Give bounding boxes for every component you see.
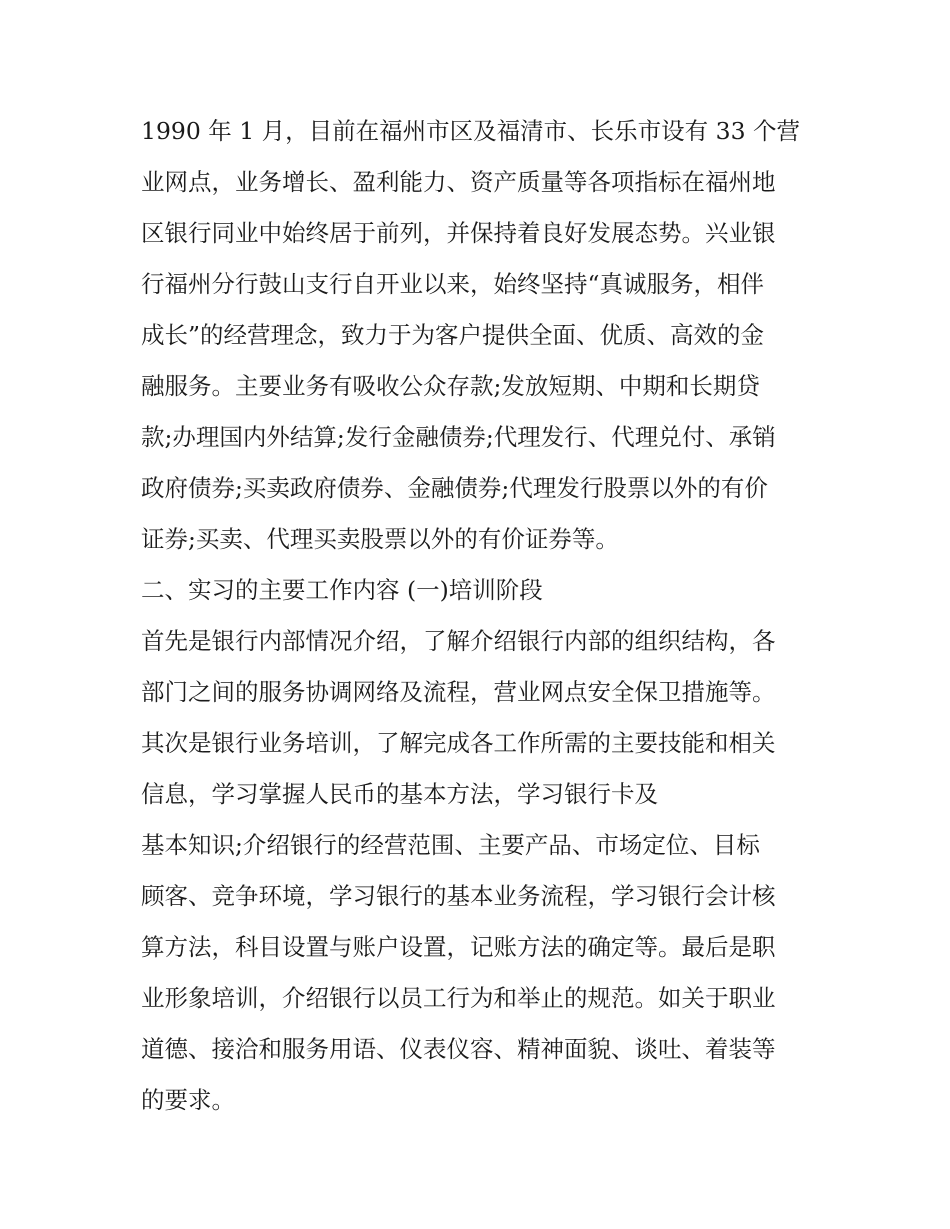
text-line: 成长”的经营理念，致力于为客户提供全面、优质、高效的金 bbox=[141, 321, 765, 349]
text-line: 行福州分行鼓山支行自开业以来，始终坚持“真诚服务，相伴 bbox=[141, 270, 765, 298]
text-line: 首先是银行内部情况介绍，了解介绍银行内部的组织结构，各 bbox=[141, 627, 776, 655]
text-line: 部门之间的服务协调网络及流程，营业网点安全保卫措施等。 bbox=[141, 678, 776, 706]
text-line: 业形象培训，介绍银行以员工行为和举止的规范。如关于职业 bbox=[141, 984, 776, 1012]
text-line: 融服务。主要业务有吸收公众存款;发放短期、中期和长期贷 bbox=[141, 372, 760, 400]
text-line: 业网点，业务增长、盈利能力、资产质量等各项指标在福州地 bbox=[141, 168, 776, 196]
text-line: 道德、接洽和服务用语、仪表仪容、精神面貌、谈吐、着装等 bbox=[141, 1035, 776, 1063]
text-line: 款;办理国内外结算;发行金融债券;代理发行、代理兑付、承销 bbox=[141, 423, 776, 451]
section-heading: 二、实习的主要工作内容 (一)培训阶段 bbox=[141, 576, 543, 604]
text-line: 基本知识;介绍银行的经营范围、主要产品、市场定位、目标 bbox=[141, 831, 760, 859]
text-line: 算方法，科目设置与账户设置，记账方法的确定等。最后是职 bbox=[141, 933, 776, 961]
text-line: 1990 年 1 月，目前在福州市区及福清市、长乐市设有 33 个营 bbox=[141, 117, 801, 145]
text-line: 其次是银行业务培训，了解完成各工作所需的主要技能和相关 bbox=[141, 729, 776, 757]
text-line: 顾客、竞争环境，学习银行的基本业务流程，学习银行会计核 bbox=[141, 882, 776, 910]
text-line: 信息，学习掌握人民币的基本方法，学习银行卡及 bbox=[141, 780, 658, 808]
text-line: 政府债券;买卖政府债券、金融债券;代理发行股票以外的有价 bbox=[141, 474, 768, 502]
text-line: 的要求。 bbox=[141, 1086, 235, 1114]
body-text bbox=[141, 106, 831, 1126]
text-line: 证券;买卖、代理买卖股票以外的有价证券等。 bbox=[141, 525, 619, 553]
text-line: 区银行同业中始终居于前列，并保持着良好发展态势。兴业银 bbox=[141, 219, 776, 247]
